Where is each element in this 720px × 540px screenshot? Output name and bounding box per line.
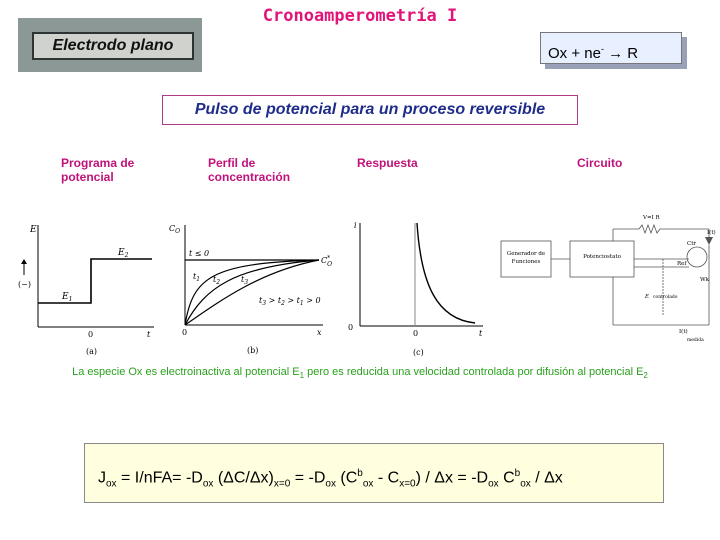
cell-icon [687,247,707,267]
header-circuit: Circuito [577,156,623,170]
electrode-box-face [32,32,194,60]
potential-step-line [38,259,152,303]
explanation-caption [0,366,720,380]
header-program-line2: potencial [61,170,114,184]
profile-t2-curve [185,260,319,325]
fig-b-t0: t ≤ 0 [189,249,210,258]
profile-t3-curve [185,260,319,325]
fig-a-ylabel: E [30,225,37,235]
fig-c-t: t [479,329,483,338]
page-title: Cronoamperometría I [262,6,458,26]
fig-a-zero: 0 [88,330,94,339]
fig-b-cstar: C* O [321,255,333,268]
pulse-title: Pulso de potencial para un proceso reversible [162,95,578,125]
header-program [61,156,134,184]
it-bottom-label: I(t) [679,329,688,335]
potentiostat-label: Potenciostato [583,254,621,260]
fig-c-zero-y: 0 [348,323,354,332]
fig-a-e2: $E_2$ [118,248,129,259]
caption-part1: La especie Ox es electroinactiva al potencial E [72,366,300,378]
resistor-icon [639,225,660,233]
fig-b-zero: 0 [182,328,188,337]
header-response: Respuesta [357,156,418,170]
reaction-box [540,32,682,64]
fig-b-caption: (b) [247,346,259,355]
e-controlled-label: E [645,294,650,300]
ctr-label: Ctr [687,241,697,247]
fig-c-zero-x: 0 [413,329,419,338]
fig-b-x: x [317,328,322,337]
generator-line1: Generador de [506,251,546,257]
fig-b-t3: $t_3$ [241,275,249,286]
caption-sub1: 1 [299,371,305,381]
concentration-profile-figure [163,215,335,363]
ref-label: Ref [677,261,687,267]
header-profile [208,156,290,184]
fig-a-arrowhead-icon [21,259,27,264]
fig-b-t2: $t_2$ [213,275,221,286]
header-profile-line2: concentración [208,170,291,184]
current-response-figure [345,215,495,363]
circuit-diagram [497,205,719,355]
fig-b-t1: $t_1$ [193,272,201,283]
caption-part2: pero es reducida una velocidad controlada por difusión al potencial E [304,366,644,378]
reaction-electron-sign: - [600,44,604,54]
header-profile-line1: Perfil de [208,156,256,170]
arrow-down-icon [705,237,713,245]
profile-t1-curve [185,260,319,325]
generator-line2: Funciones [511,259,541,265]
electrode-box [18,18,202,72]
wk-label: Wk [700,277,709,283]
reaction-lhs: Ox + ne [548,45,601,62]
current-decay-curve [417,223,475,323]
e-controlled-note: controlado [653,295,678,300]
reaction-rhs: → R [603,45,639,62]
electrode-label: Electrodo plano [52,37,174,54]
fig-a-e1: $E_1$ [62,292,73,303]
fig-c-ylabel: i [354,221,357,230]
fig-a-arrow-label: (−) [18,280,31,289]
it-top-label: I(t) [707,230,716,236]
fig-a-caption: (a) [86,347,98,356]
potential-program-figure [14,215,164,363]
caption-sub2: 2 [643,371,648,381]
fig-a-t: t [147,330,151,339]
fig-b-order: $t_3 > t_2 > t_1 > 0$ [259,296,321,307]
header-program-line1: Programa de [61,156,135,170]
it-note-label: medida [687,338,704,343]
fig-b-ylabel: $C_O$ [169,224,181,235]
vir-label: V=I R [643,215,660,221]
flux-formula: $J_{ox} = I/nFA= -D_{ox}$ $(\Delta C/\Delta x)_{x=0} = -D_{ox}$ $(C^b_{ox} - C_{x=0}) / \Delta x = -D_{ox}$ $C^b_{ox}$ / Δx [84,443,664,503]
fig-c-caption: (c) [413,348,424,357]
